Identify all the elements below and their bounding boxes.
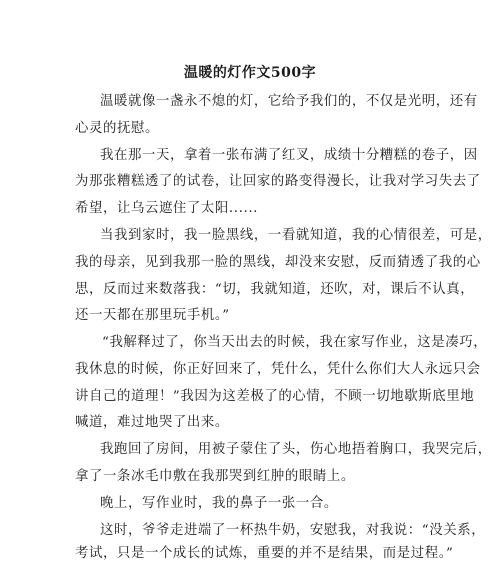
paragraph-line: 我的母亲，见到我那一脸的黑线，却没来安慰，反而猜透了我的心	[75, 255, 481, 270]
paragraph-line: 晚上，写作业时，我的鼻子一张一合。	[100, 496, 338, 511]
paragraph-line: 思，反而过来数落我：“切，我就知道，还吹，对，课后不认真，	[75, 282, 475, 297]
paragraph-line: 还一天都在那里玩手机。”	[75, 308, 230, 323]
paragraph-line: 我休息的时候，你正好回来了，凭什么，凭什么你们大人永远只会	[75, 362, 481, 377]
paragraph-line: 为那张糟糕透了的试卷，让回家的路变得漫长，让我对学习失去了	[75, 174, 481, 189]
paragraph-line: 这时，爷爷走进端了一杯热牛奶，安慰我，对我说：“没关系，	[100, 523, 486, 538]
paragraph-line: 拿了一条冰毛巾敷在我那哭到红肿的眼睛上。	[75, 469, 355, 484]
paragraph-line: 讲自己的道理！”我因为这差极了的心情，不顾一切地歇斯底里地	[75, 389, 475, 404]
paragraph-line: 我在那一天，拿着一张布满了红叉，成绩十分糟糕的卷子，因	[100, 148, 478, 163]
paragraph-line: “我解释过了，你当天出去的时候，我在家写作业，这是凑巧，	[102, 335, 488, 350]
paragraph-line: 心灵的抚慰。	[75, 121, 159, 136]
document-title: 温暖的灯作文500字	[183, 65, 317, 81]
paragraph-line: 我跑回了房间，用被子蒙住了头，伤心地捂着胸口，我哭完后，	[100, 442, 492, 457]
paragraph-line: 当我到家时，我一脸黑线，一看就知道，我的心情很差，可是，	[100, 228, 492, 243]
paragraph-line: 考试，只是一个成长的试炼，重要的并不是结果，而是过程。”	[75, 546, 454, 561]
paragraph-line: 希望，让乌云遮住了太阳......	[75, 201, 259, 216]
paragraph-line: 温暖就像一盏永不熄的灯，它给予我们的，不仅是光明，还有	[100, 94, 478, 109]
paragraph-line: 喊道，难过地哭了出来。	[75, 415, 229, 430]
